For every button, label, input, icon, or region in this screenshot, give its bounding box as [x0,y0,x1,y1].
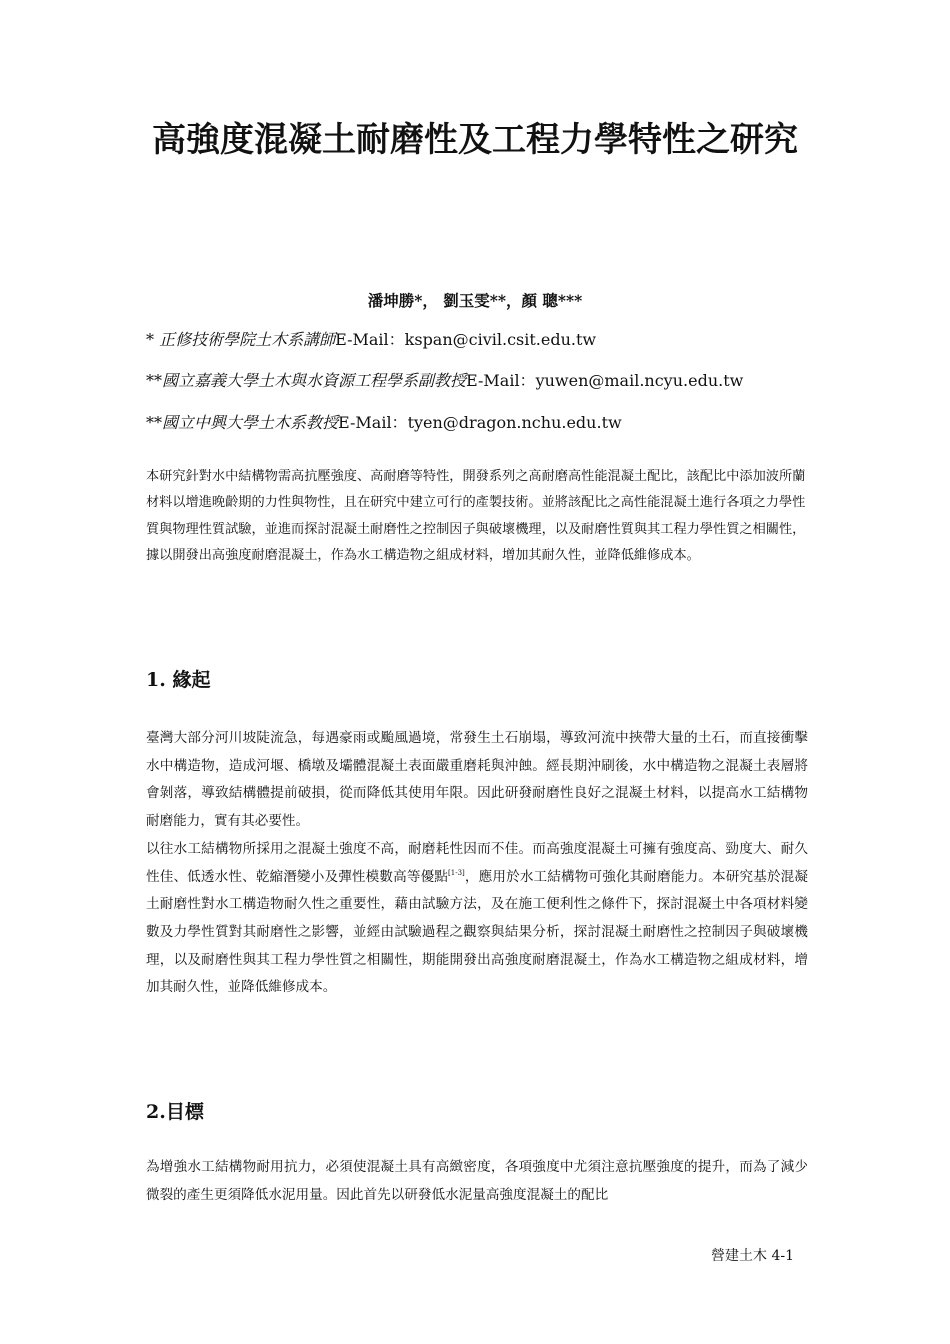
section-body-objectives [146,1154,808,1209]
paragraph-text: 以往水工結構物所採用之混凝土強度不高，耐磨耗性因而不佳。而高強度混凝土可擁有強度高、勁度大、耐久性佳、低透水性、乾縮潛變小及彈性模數高等優點 [146,840,808,885]
email-label: E-Mail： [466,371,536,390]
affiliation-org: 國立中興大學土木系教授 [162,413,339,432]
affiliation-marker: ** [146,413,162,432]
paragraph: 為增強水工結構物耐用抗力，必須使混凝土具有高緻密度，各項強度中尤須注意抗壓強度的提升，而為了減少微裂的產生更須降低水泥用量。因此首先以研發低水泥量高強度混凝土的配比 [146,1159,808,1203]
email-address: tyen@dragon.nchu.edu.tw [407,413,622,432]
email-address: yuwen@mail.ncyu.edu.tw [535,371,744,390]
abstract-text: 本研究針對水中結構物需高抗壓強度、高耐磨等特性，開發系列之高耐磨高性能混凝土配比，該配比中添加波所蘭材料以增進晚齡期的力性與物性，且在研究中建立可行的產製技術。並將該配比之高性能混凝土進行各項之力學性質與物理性質試驗，並進而探討混凝土耐磨性之控制因子與破壞機理，以及耐磨性質與其工程力學性質之相關性，據以開發出高強度耐磨混凝土，作為水工構造物之組成材料，增加其耐久性，並降低維修成本。 [146,469,806,563]
affiliation-org: 國立嘉義大學土木與水資源工程學系副教授 [162,371,467,390]
section-heading-background: 1. 緣起 [146,669,211,691]
paragraph [146,836,808,1002]
page-footer: 營建土木 4-1 [711,1248,794,1264]
email-label: E-Mail： [335,330,405,349]
paragraph: 臺灣大部分河川坡陡流急，每遇豪雨或颱風過境，常發生土石崩塌，導致河流中挾帶大量的土石，而直接衝擊水中構造物，造成河堰、橋墩及壩體混凝土表面嚴重磨耗與沖蝕。經長期沖刷後，水中構造物之混凝土表層將會剝落，導致結構體提前破損，從而降低其使用年限。因此研發耐磨性良好之混凝土材料，以提高水工結構物耐磨能力，實有其必要性。 [146,730,808,830]
section-heading-objectives: 2.目標 [146,1101,204,1123]
section-body-background [146,725,808,1002]
email-label: E-Mail： [338,413,408,432]
affiliation-1 [146,327,596,350]
affiliation-marker: ** [146,371,162,390]
abstract [146,464,816,569]
email-address: kspan@civil.csit.edu.tw [404,330,597,349]
paragraph-text: ，應用於水工結構物可強化其耐磨能力。本研究基於混凝土耐磨性對水工構造物耐久性之重要性，藉由試驗方法，及在施工便利性之條件下，探討混凝土中各項材料變數及力學性質對其耐磨性之影響，並經由試驗過程之觀察與結果分析，探討混凝土耐磨性之控制因子與破壞機理，以及耐磨性與其工程力學性質之相關性，期能開發出高強度耐磨混凝土，作為水工構造物之組成材料，增加其耐久性，並降低維修成本。 [146,868,809,996]
affiliation-marker: * [146,330,160,349]
citation-ref: [1-3] [448,868,465,877]
affiliation-3 [146,410,622,433]
affiliation-2 [146,368,743,391]
paper-title: 高強度混凝土耐磨性及工程力學特性之研究 [152,120,798,160]
affiliation-org: 正修技術學院土木系講師 [159,330,336,349]
author-list: 潘坤勝*， 劉玉雯**，顏 聰*** [367,291,583,310]
